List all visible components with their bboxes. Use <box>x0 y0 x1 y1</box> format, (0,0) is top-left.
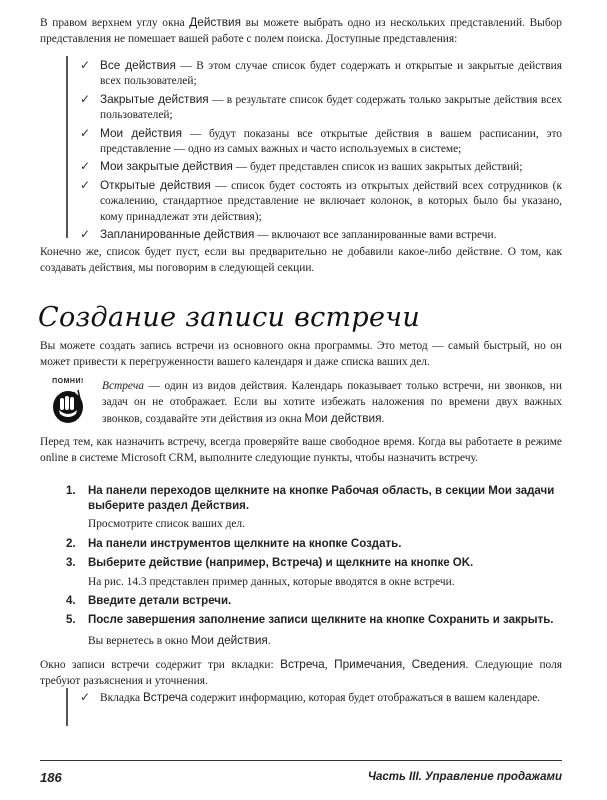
remember-paragraph <box>102 378 562 427</box>
view-name: Открытые действия <box>100 177 211 192</box>
steps-list <box>66 613 562 628</box>
section-intro-paragraph: Вы можете создать запись встречи из основного окна программы. Это метод — самый быстрый, но он может привести к перегруженности вашего календаря и даже списка ваших дел. <box>40 340 562 368</box>
list-item <box>80 58 562 90</box>
tabs-separator: , <box>324 659 335 671</box>
step-text: . <box>245 500 250 512</box>
remember-icon <box>42 378 94 426</box>
step-text: Выберите действие (например, <box>88 557 272 569</box>
step-ui-term: Рабочая область <box>331 485 429 497</box>
step-ui-term: Создать <box>350 538 399 550</box>
step-ui-term: Встреча <box>272 557 319 569</box>
check-icon: ✓ <box>80 125 91 140</box>
intro-ui-term: Действия <box>189 15 241 29</box>
footer-rule <box>40 760 562 761</box>
list-item <box>80 126 562 158</box>
view-name: Мои закрытые действия <box>100 159 233 174</box>
step-number: 2. <box>66 538 76 550</box>
step-note <box>88 632 271 649</box>
intro-text-b: вы можете выбрать одно из нескольких представлений. Выбор представления не помешает вашей работе с полем поиска. Доступные представления: <box>40 17 563 45</box>
list-item <box>80 227 562 243</box>
step-text: После завершения заполнение записи щелкните на <box>88 614 386 626</box>
bullet-ui-term: Встреча <box>142 690 188 704</box>
steps-list <box>66 537 562 552</box>
step-note: На рис. 14.3 представлен пример данных, которые вводятся в окне встречи. <box>88 576 455 588</box>
step-number: 5. <box>66 614 76 626</box>
check-icon: ✓ <box>80 159 91 174</box>
step-item <box>66 613 562 628</box>
step-item <box>66 537 562 552</box>
view-name: Мои действия <box>100 125 182 140</box>
view-name: Запланированные действия <box>100 227 255 242</box>
before-steps-paragraph: Перед тем, как назначить встречу, всегда проверяйте ваше свободное время. Когда вы работаете в режиме online в системе Microsoft CRM, выполните следующие пункты, чтобы назначить встречу. <box>40 436 562 464</box>
step-item <box>66 594 562 609</box>
tabs-text: . Следующие поля требуют разъяснения и уточнения. <box>40 659 563 687</box>
step-number: 3. <box>66 557 76 569</box>
list-sidebar-rule <box>66 688 68 726</box>
remember-icon-label: ПОМНИ! <box>52 378 84 385</box>
check-icon: ✓ <box>80 177 91 192</box>
view-description: — В этом случае список будет содержать и открытые и закрытые действия всех пользователей; <box>100 60 563 88</box>
step-number: 4. <box>66 595 76 607</box>
hand-icon <box>42 378 94 426</box>
check-icon: ✓ <box>80 58 91 72</box>
view-description: — будет представлен список из ваших закрытых действий; <box>232 161 523 174</box>
view-description: — список будет состоять из открытых действий всех сотрудников (к сожалению, стандартное представление не включает колонок, в которых было бы указано, кому принадлежат эти действия); <box>100 179 562 223</box>
list-item <box>80 178 562 225</box>
list-item <box>80 690 562 706</box>
remember-text-a: — один из видов действия. Календарь показывает только встречи, ни звонков, ни задач он не отображает. Если вы хотите избежать наложения по времени двух важных звонков, создавайте эти действия из окна <box>102 380 562 425</box>
bullet-text: Вкладка <box>100 692 143 704</box>
views-list <box>80 58 562 245</box>
check-icon: ✓ <box>80 690 91 704</box>
check-icon: ✓ <box>80 227 91 242</box>
intro-text-a: В правом верхнем углу окна <box>40 17 190 29</box>
list-item <box>80 92 562 124</box>
tab-details-list <box>80 690 562 708</box>
step-ui-term: кнопке Сохранить и закрыть <box>385 614 551 626</box>
check-icon: ✓ <box>80 91 91 106</box>
bullet-text: содержит информацию, которая будет отображаться в вашем календаре. <box>187 692 541 704</box>
step-text: На панели инструментов щелкните на кнопке <box>88 538 351 550</box>
step-text: . <box>470 557 474 569</box>
page-number: 186 <box>40 770 62 785</box>
view-description: — включают все запланированные вами встречи. <box>254 229 497 242</box>
after-list-paragraph: Конечно же, список будет пуст, если вы предварительно не добавили какое-либо действие. О том, как создавать действия, мы поговорим в следующей секции. <box>40 246 562 274</box>
step-text: . <box>398 538 402 550</box>
step-number: 1. <box>66 485 76 497</box>
remember-term: Встреча <box>102 380 144 392</box>
tabs-text: Окно записи встречи содержит три вкладки: <box>40 659 281 671</box>
list-sidebar-rule <box>66 56 68 238</box>
tabs-paragraph <box>40 656 562 689</box>
step-text: На панели переходов щелкните на кнопке <box>88 485 332 497</box>
step-ui-term: Действия <box>191 500 246 512</box>
steps-list <box>66 594 562 609</box>
step-item <box>66 556 562 571</box>
step-note: Просмотрите список ваших дел. <box>88 518 245 530</box>
view-name: Все действия <box>100 58 176 72</box>
remember-text-b: . <box>381 413 385 425</box>
step-ui-term: Мои задачи <box>488 485 555 497</box>
step-text: . <box>550 614 554 626</box>
step-note-text: . <box>267 635 271 647</box>
running-footer: Часть III. Управление продажами <box>367 771 562 783</box>
step-text: Введите детали встречи. <box>88 595 232 607</box>
step-ui-term: OK <box>452 557 471 569</box>
step-text: выберите раздел <box>88 500 192 512</box>
tab-name: Сведения <box>411 657 466 671</box>
intro-paragraph <box>40 14 562 47</box>
steps-list <box>66 484 562 514</box>
remember-ui-term: Мои действия <box>304 411 382 425</box>
step-text: , в секции <box>428 485 489 497</box>
tab-name: Встреча <box>280 657 325 671</box>
list-item <box>80 159 562 175</box>
view-description: — в результате список будет содержать только закрытые действия всех пользователей; <box>100 93 562 122</box>
tab-name: Примечания <box>334 657 403 671</box>
section-heading: Создание записи встречи <box>38 302 421 333</box>
step-item <box>66 484 562 514</box>
step-note-text: Вы вернетесь в окно <box>88 635 191 647</box>
view-name: Закрытые действия <box>100 91 209 106</box>
steps-list <box>66 556 562 571</box>
tabs-separator: , <box>402 659 412 671</box>
view-description: — будут показаны все открытые действия в вашем расписании, это представление — одно из самых важных и часто используемых в системе; <box>100 127 562 156</box>
step-note-ui-term: Мои действия <box>190 633 268 647</box>
step-text: ) и щелкните на кнопке <box>318 557 453 569</box>
